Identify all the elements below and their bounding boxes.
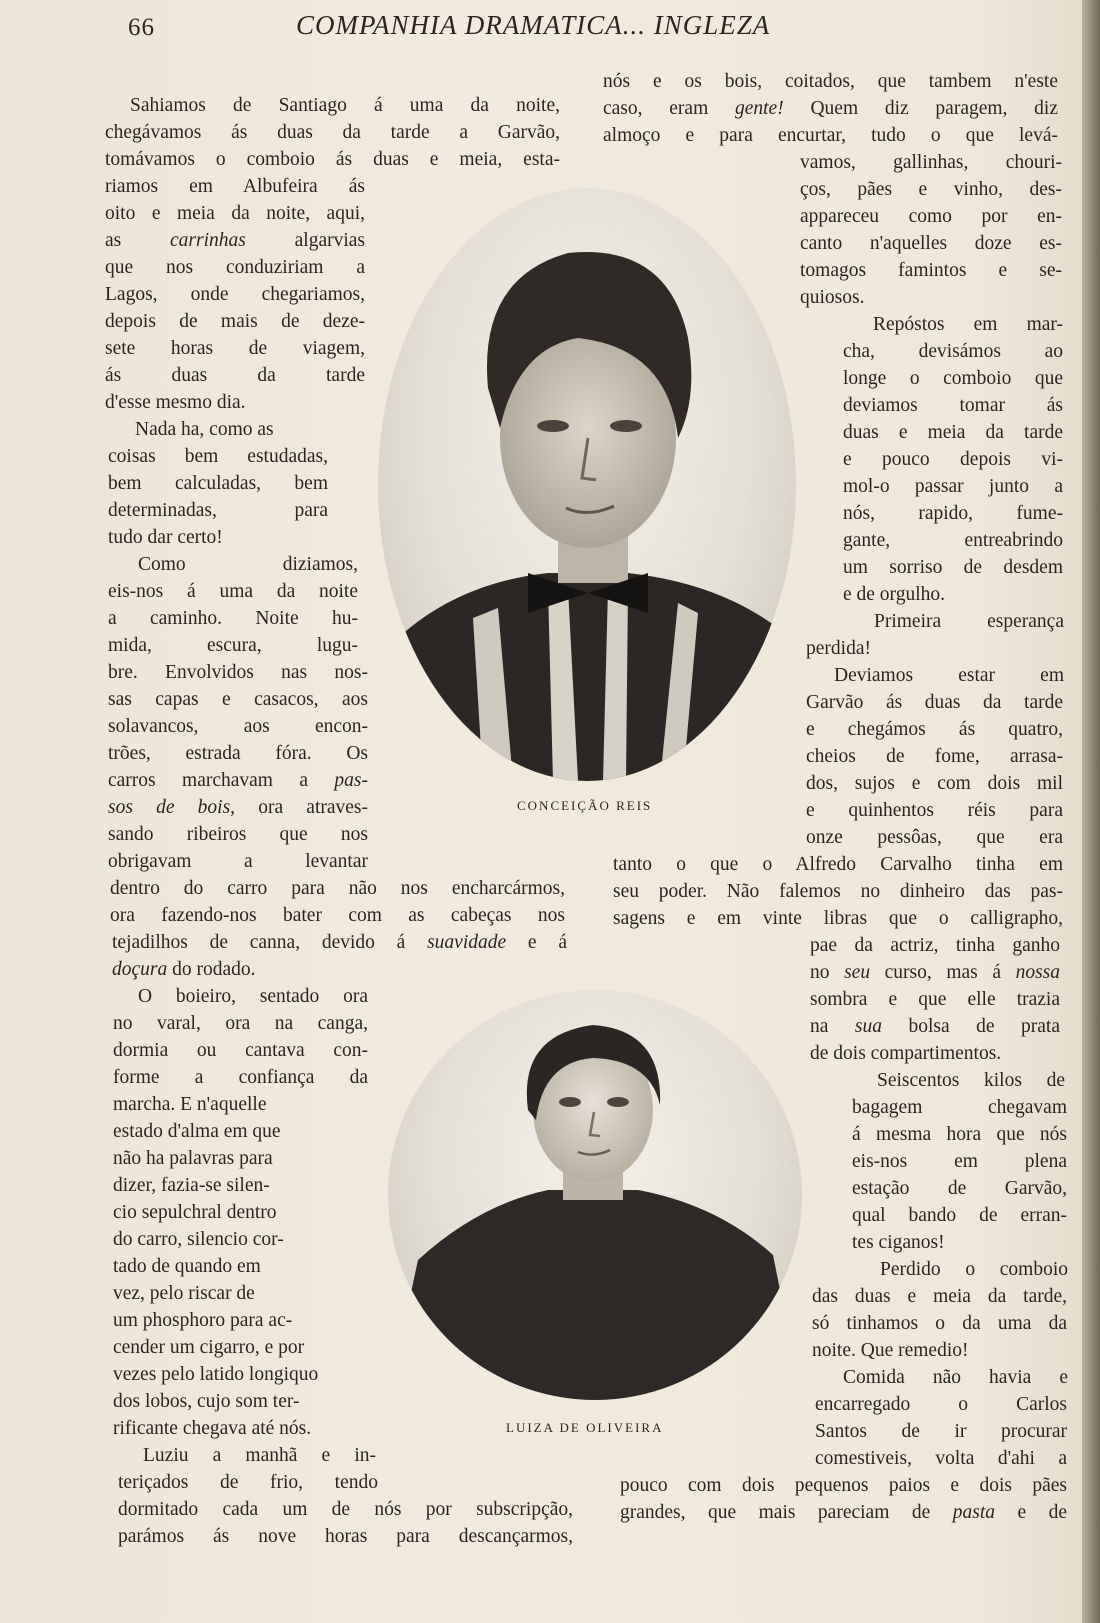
text-line: qual bando de erran- [852,1205,1067,1226]
text-line: Sahiamos de Santiago á uma da noite, [130,95,560,116]
caption-top: CONCEIÇÃO REIS [517,798,653,813]
text-line: nós e os bois, coitados, que tambem n'este [603,71,1058,92]
text-line: á mesma hora que nós [852,1124,1067,1145]
text-line: bre. Envolvidos nas nos- [108,662,368,683]
text-line: Luziu a manhã e in- [143,1445,376,1466]
text-line: um phosphoro para ac- [113,1310,293,1331]
text-line: nós, rapido, fume- [843,503,1063,524]
text-line: depois de mais de deze- [105,311,365,332]
text-line: pouco com dois pequenos paios e dois pães [620,1475,1067,1496]
text-line: dormitado cada um de nós por subscripção, [118,1499,573,1520]
text-line: determinadas, para [108,500,328,521]
text-line: Garvão ás duas da tarde [806,692,1063,713]
text-line: tado de quando em [113,1256,261,1277]
text-line: vamos, gallinhas, chouri- [800,152,1062,173]
text-line: mol-o passar junto a [843,476,1063,497]
text-line: rificante chegava até nós. [113,1418,312,1439]
text-line: de dois compartimentos. [810,1043,1002,1064]
text-line: gante, entreabrindo [843,530,1063,551]
text-line: bagagem chegavam [852,1097,1067,1118]
text-line: d'esse mesmo dia. [105,392,246,413]
text-line: forme a confiança da [113,1067,368,1088]
text-line: doçura do rodado. [112,959,256,980]
portrait-luiza-de-oliveira [388,990,802,1400]
text-line: cio sepulchral dentro [113,1202,277,1223]
text-line: duas e meia da tarde [843,422,1063,443]
text-line: vezes pelo latido longiquo [113,1364,319,1385]
caption-bottom: LUIZA DE OLIVEIRA [506,1420,664,1435]
text-line: a caminho. Noite hu- [108,608,358,629]
text-line: Lagos, onde chegariamos, [105,284,365,305]
text-line: longe o comboio que [843,368,1063,389]
text-line: seu poder. Não falemos no dinheiro das pas- [613,881,1063,902]
text-line: tomávamos o comboio ás duas e meia, esta- [105,149,560,170]
text-line: cha, devisámos ao [843,341,1063,362]
text-line: dos, sujos e com dois mil [806,773,1063,794]
text-line: ora fazendo-nos bater com as cabeças nos [110,905,565,926]
portrait-photo-top [378,188,796,781]
text-line: Primeira esperança [874,611,1064,632]
text-line: riamos em Albufeira ás [105,176,365,197]
text-line: pae da actriz, tinha ganho [810,935,1060,956]
text-line: tes ciganos! [852,1232,945,1253]
text-line: onze pessôas, que era [806,827,1063,848]
text-line: sagens e em vinte libras que o calligrapho, [613,908,1063,929]
text-line: só tinhamos o da uma da [812,1313,1067,1334]
text-line: um sorriso de desdem [843,557,1063,578]
text-line: Santos de ir procurar [815,1421,1067,1442]
text-line: cender um cigarro, e por [113,1337,305,1358]
text-line: dos lobos, cujo som ter- [113,1391,300,1412]
text-line: teriçados de frio, tendo [118,1472,378,1493]
text-line: Perdido o comboio [880,1259,1068,1280]
text-line: carros marchavam a pas- [108,770,368,791]
text-line: ás duas da tarde [105,365,365,386]
text-line: grandes, que mais pareciam de pasta e de [620,1502,1068,1523]
text-line: tejadilhos de canna, devido á suavidade e á [112,932,567,953]
text-line: quiosos. [800,287,865,308]
text-line: estação de Garvão, [852,1178,1067,1199]
text-line: parámos ás nove horas para descançarmos, [118,1526,573,1547]
portrait-conceicao-reis [378,188,796,781]
text-line: comestiveis, volta d'ahi a [815,1448,1067,1469]
text-line: eis-nos em plena [852,1151,1067,1172]
text-line: tanto o que o Alfredo Carvalho tinha em [613,854,1063,875]
text-line: bem calculadas, bem [108,473,328,494]
text-line: tudo dar certo! [108,527,223,548]
text-line: dormia ou cantava con- [113,1040,368,1061]
text-line: cheios de fome, arrasa- [806,746,1063,767]
text-line: Deviamos estar em [834,665,1064,686]
text-line: caso, eram gente! Quem diz paragem, diz [603,98,1058,119]
text-line: e de orgulho. [843,584,945,605]
text-line: no seu curso, mas á nossa [810,962,1060,983]
text-line: Seiscentos kilos de [877,1070,1065,1091]
text-line: vez, pelo riscar de [113,1283,255,1304]
text-line: Nada ha, como as [135,419,274,440]
text-line: que nos conduziriam a [105,257,365,278]
text-line: ços, pães e vinho, des- [800,179,1062,200]
text-line: dizer, fazia-se silen- [113,1175,270,1196]
text-line: Comida não havia e [843,1367,1068,1388]
text-line: na sua bolsa de prata [810,1016,1061,1037]
text-line: noite. Que remedio! [812,1340,969,1361]
text-line: trões, estrada fóra. Os [108,743,368,764]
text-line: Como diziamos, [138,554,358,575]
text-line: mida, escura, lugu- [108,635,358,656]
text-line: no varal, ora na canga, [113,1013,368,1034]
text-line: do carro, silencio cor- [113,1229,284,1250]
text-line: não ha palavras para [113,1148,273,1169]
text-line: canto n'aquelles doze es- [800,233,1062,254]
text-line: coisas bem estudadas, [108,446,328,467]
text-line: encarregado o Carlos [815,1394,1067,1415]
text-line: estado d'alma em que [113,1121,281,1142]
text-line: as carrinhas algarvias [105,230,365,251]
text-line: eis-nos á uma da noite [108,581,358,602]
page-number: 66 [128,14,155,41]
running-title: COMPANHIA DRAMATICA... INGLEZA [296,10,771,40]
text-line: marcha. E n'aquelle [113,1094,267,1115]
text-line: sando ribeiros que nos [108,824,368,845]
text-line: sas capas e casacos, aos [108,689,368,710]
text-line: tomagos famintos e se- [800,260,1062,281]
text-line: das duas e meia da tarde, [812,1286,1067,1307]
text-line: e chegámos ás quatro, [806,719,1063,740]
text-line: dentro do carro para não nos encharcármos, [110,878,565,899]
portrait-photo-bottom [388,990,802,1400]
text-line: sete horas de viagem, [105,338,365,359]
text-line: e pouco depois vi- [843,449,1063,470]
text-line: sos de bois, ora atraves- [108,797,369,818]
text-line: solavancos, aos encon- [108,716,368,737]
page-edge [1082,0,1100,1623]
text-line: chegávamos ás duas da tarde a Garvão, [105,122,560,143]
text-line: oito e meia da noite, aqui, [105,203,365,224]
text-line: Repóstos em mar- [873,314,1063,335]
text-line: obrigavam a levantar [108,851,368,872]
text-line: O boieiro, sentado ora [138,986,368,1007]
text-line: sombra e que elle trazia [810,989,1060,1010]
text-line: almoço e para encurtar, tudo o que levá- [603,125,1058,146]
text-line: deviamos tomar ás [843,395,1063,416]
text-line: appareceu como por en- [800,206,1062,227]
text-line: e quinhentos réis para [806,800,1063,821]
text-line: perdida! [806,638,871,659]
